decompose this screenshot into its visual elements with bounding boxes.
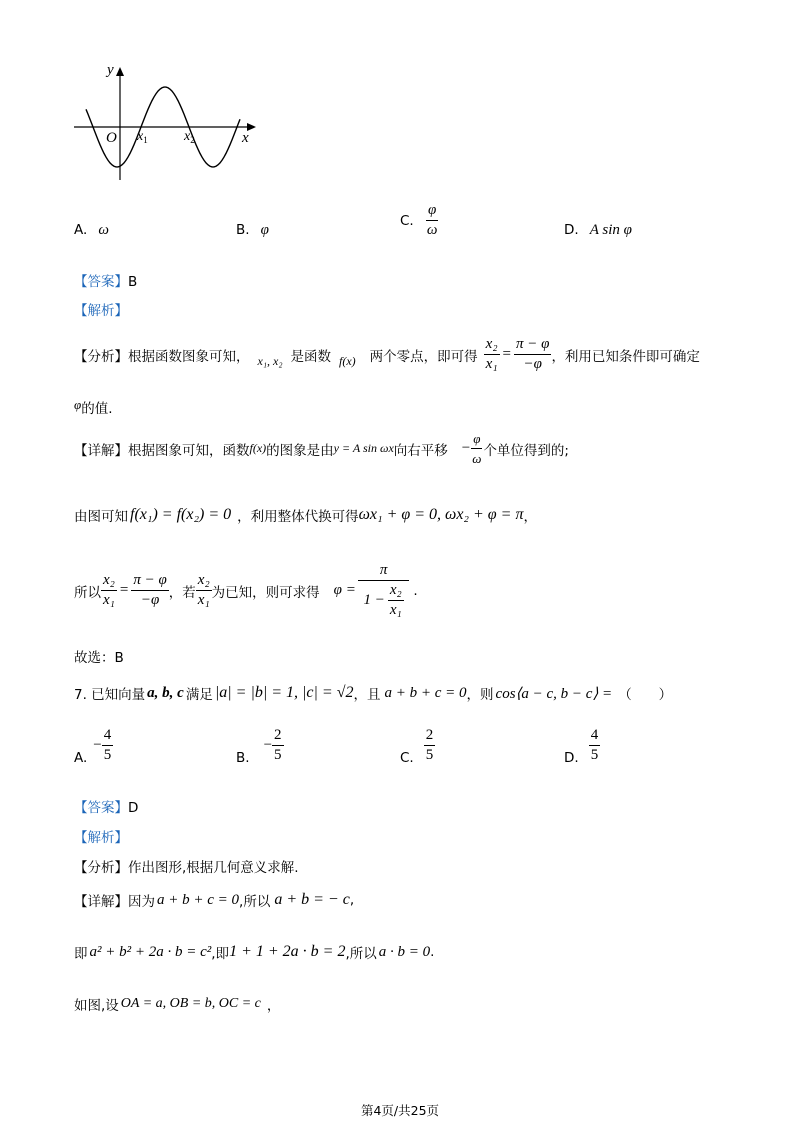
- phi-equals: φ =: [333, 582, 356, 598]
- detail-text: 为已知，则可求得: [211, 584, 320, 601]
- dot-equation: 1 + 1 + 2a · b = 2: [229, 943, 346, 960]
- detail-text: ,: [349, 892, 355, 908]
- option-sign: −: [263, 736, 273, 753]
- q6-option-d: [564, 219, 632, 239]
- option-text: ω: [98, 222, 109, 238]
- shift-fraction: $\frac{\varphi}{\omega}$: [472, 431, 482, 466]
- q7-analysis-tag: 【解析】: [74, 830, 128, 846]
- option-text: A sin φ: [589, 222, 632, 238]
- q7-option-b: [236, 724, 284, 766]
- x1-label: $x_1$: [137, 129, 148, 145]
- option-letter: A.: [74, 750, 88, 766]
- detail-text: ,所以: [239, 894, 271, 910]
- fx-label: f(x): [249, 441, 267, 455]
- detail-text: 个单位得到的;: [483, 442, 569, 459]
- detail-text: .: [413, 582, 418, 599]
- fenxi-text: 作出图形,根据几何意义求解.: [128, 860, 299, 876]
- q6-detail-line2: [74, 505, 537, 525]
- option-fraction: $\frac{4}{5}$: [590, 726, 599, 763]
- fenxi-text: 是函数: [290, 348, 331, 365]
- square-equation: a² + b² + 2a · b = c²: [89, 943, 212, 960]
- zero-vars: x₁, x₂: [257, 354, 283, 368]
- detail-text: .: [430, 944, 435, 960]
- fenxi-text: 的值.: [81, 401, 113, 417]
- q6-fenxi-line: [74, 336, 700, 373]
- q6-option-a: [74, 219, 109, 239]
- page-footer: 第4页/共25页: [360, 1103, 440, 1118]
- option-letter: D.: [564, 222, 579, 238]
- origin-label: O: [106, 130, 117, 146]
- q7-detail-line2: [74, 942, 434, 962]
- q6-answer: [74, 270, 137, 290]
- detail-text: 如图,设: [74, 998, 119, 1014]
- option-letter: C.: [400, 750, 414, 766]
- ratio-fraction: $\frac{\text{x₂}}{\text{x₁}}$: [103, 572, 115, 608]
- answer-value: B: [128, 274, 138, 290]
- option-letter: A.: [74, 222, 88, 238]
- equals-sign: =: [119, 582, 129, 598]
- q7-fenxi: [74, 856, 299, 876]
- q6-analysis-tag: 【解析】: [74, 303, 128, 319]
- option-letter: C.: [400, 213, 414, 229]
- magnitude-condition: |a| = |b| = 1, |c| = √2: [214, 684, 354, 701]
- q6-detail-line: [74, 430, 569, 467]
- detail-text: 由图可知: [74, 509, 128, 525]
- fenxi-tag: 【分析】: [74, 860, 128, 876]
- cos-expression: cos⟨a − c, b − c⟩ =: [495, 685, 613, 702]
- detail-text: 根据图象可知，函数: [128, 442, 250, 459]
- q7-detail-line: [74, 890, 354, 910]
- fenxi-text: ，利用已知条件即可确定: [551, 348, 700, 365]
- rhs-fraction: $\frac{\pi - \varphi}{-\varphi}$: [133, 572, 167, 608]
- fenxi-tag: 【分析】: [74, 348, 128, 365]
- detail-text: ,所以: [345, 946, 377, 962]
- option-letter: B.: [236, 222, 250, 238]
- detail-text: 因为: [128, 894, 155, 910]
- option-text: φ: [260, 222, 269, 238]
- dot-result: a · b = 0: [378, 943, 431, 960]
- detail-text: 即: [74, 946, 88, 962]
- x-axis-label: x: [242, 130, 249, 146]
- q6-option-c: [400, 202, 439, 239]
- detail-text: ，若: [168, 584, 196, 601]
- zero-equation: f(x₁) = f(x₂) = 0: [130, 506, 232, 523]
- q6-fenxi-line2: [74, 397, 113, 417]
- sine-graph: [70, 60, 260, 190]
- phi-symbol: φ: [74, 397, 82, 412]
- y-axis-label: y: [107, 62, 114, 78]
- option-letter: D.: [564, 750, 579, 766]
- answer-tag: 【答案】: [74, 274, 128, 290]
- stem-text: ，则: [466, 687, 494, 703]
- q7-option-d: [564, 724, 600, 766]
- vector-vars: a, b, c: [147, 684, 184, 701]
- detail-text: ，: [266, 998, 281, 1014]
- fx-label: f(x): [339, 354, 356, 368]
- detail-text: 所以: [74, 584, 101, 601]
- answer-tag: 【答案】: [74, 800, 128, 816]
- detail-text: 向右平移: [393, 442, 448, 459]
- q7-detail-line3: [74, 994, 280, 1014]
- detail-text: ，利用整体代换可得: [237, 509, 359, 525]
- detail-tag: 【详解】: [74, 894, 128, 910]
- ratio-fraction: $\frac{\text{x₂}}{\text{x₁}}$: [197, 572, 210, 608]
- stem-text: ，且: [353, 687, 381, 703]
- q7-answer: [74, 796, 138, 816]
- phi-fraction: π 1 − $\frac{\text{x₂}}{\text{x₁}}$: [358, 562, 410, 619]
- detail-text: 的图象是由: [266, 442, 334, 459]
- vector-equation: a + b = − c: [274, 891, 350, 908]
- rhs-fraction: $\frac{\pi - \varphi}{-\varphi}$: [516, 336, 550, 372]
- answer-paren: （ ）: [618, 687, 673, 703]
- base-function: y = A sin ωx: [333, 441, 394, 455]
- option-letter: B.: [236, 750, 250, 766]
- substitution-equation: ωx₁ + φ = 0, ωx₂ + φ = π: [358, 506, 524, 523]
- option-fraction: $\frac{2}{5}$: [274, 726, 282, 763]
- x2-label: $x_2$: [184, 129, 195, 145]
- stem-text: 7. 已知向量: [74, 687, 146, 703]
- stem-text: 满足: [185, 687, 213, 703]
- option-fraction: $\frac{2}{5}$: [425, 726, 434, 763]
- vector-definitions: OA = a, OB = b, OC = c: [120, 996, 261, 1011]
- minus-sign: −: [461, 440, 471, 456]
- q6-choice: 故选：B: [74, 650, 124, 666]
- detail-tag: 【详解】: [74, 442, 128, 459]
- q7-option-a: [74, 724, 113, 766]
- q7-option-c: [400, 724, 435, 766]
- fenxi-text: 两个零点，即可得: [369, 348, 478, 365]
- ratio-fraction: $\frac{\text{x₂}}{\text{x₁}}$: [485, 336, 498, 372]
- detail-text: ,即: [211, 946, 230, 962]
- answer-value: D: [128, 800, 139, 816]
- q6-option-b: [236, 219, 269, 239]
- q7-stem: [74, 683, 672, 703]
- option-fraction: $\frac{4}{5}$: [103, 726, 112, 763]
- sum-equation: a + b + c = 0: [157, 891, 240, 908]
- option-fraction: $\frac{\varphi}{\omega}$: [426, 202, 438, 238]
- fenxi-text: 根据函数图象可知，: [128, 348, 250, 365]
- equals-sign: =: [502, 346, 511, 362]
- detail-text: ，: [523, 509, 537, 525]
- option-sign: −: [93, 736, 102, 753]
- q6-detail-line3: [74, 562, 418, 619]
- sum-condition: a + b + c = 0: [384, 684, 467, 701]
